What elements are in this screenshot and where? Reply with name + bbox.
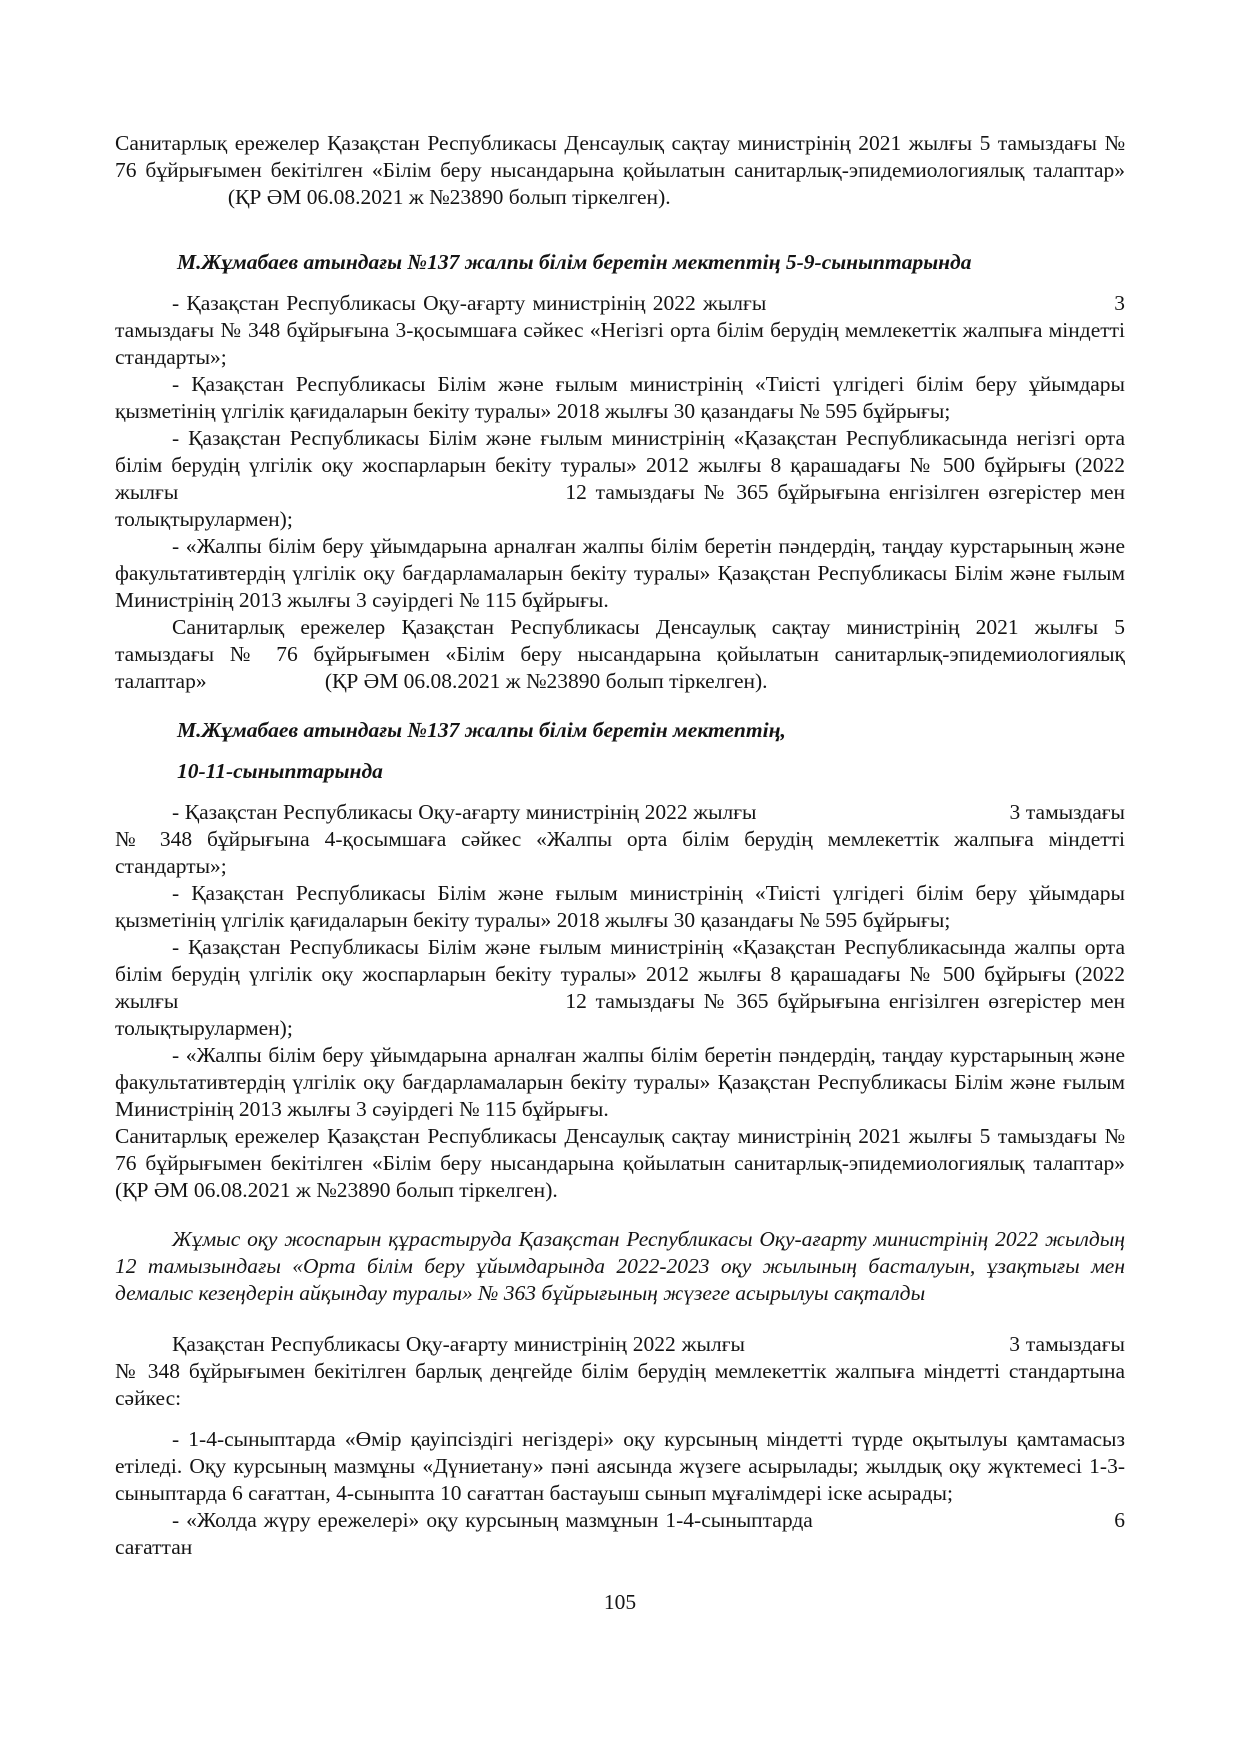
sanitary-rules-paragraph-5-9: Санитарлық ережелер Қазақстан Республикасы Денсаулық сақтау министрінің 2021 жылғы 5 тамыздағы № 76 бұйрығымен «Білім беру нысандарына қойылатын санитарлық-эпидемиологиялық талаптар» (ҚР ӘМ 06.08.2021 ж №23890 болып тіркелген). — [115, 615, 1125, 693]
regulation-item-10-11-1: - Қазақстан Республикасы Оқу-ағарту министрінің 2022 жылғы 3 тамыздағы № 348 бұйрығына 4-қосымшаға сәйкес «Жалпы орта білім берудің мемлекеттік жалпыға міндетті стандарты»; — [115, 800, 1125, 878]
page-number: 105 — [603, 1590, 637, 1614]
sanitary-rules-paragraph-10-11: Санитарлық ережелер Қазақстан Республикасы Денсаулық сақтау министрінің 2021 жылғы 5 тамыздағы № 76 бұйрығымен бекітілген «Білім беру нысандарына қойылатын санитарлық-эпидемиологиялық талаптар» (ҚР ӘМ 06.08.2021 ж №23890 болып тіркелген). — [115, 1124, 1125, 1202]
section-10-11-heading-line1: М.Жұмабаев атындағы №137 жалпы білім беретін мектептің, — [177, 718, 786, 742]
regulation-item-5-9-4: - «Жалпы білім беру ұйымдарына арналған жалпы білім беретін пәндердің, таңдау курстарының және факультативтердің үлгілік оқу бағдарламаларын бекіту туралы» Қазақстан Республикасы Білім және ғылым Министрінің 2013 жылғы 3 сәуірдегі № 115 бұйрығы. — [115, 534, 1125, 612]
work-plan-note: Жұмыс оқу жоспарын құрастыруда Қазақстан Республикасы Оқу-ағарту министрінің 2022 жылдың 12 тамызындағы «Орта білім беру ұйымдарында 2022-2023 оқу жылының басталуын, ұзақтығы мен демалыс кезеңдерін айқындау туралы» № 363 бұйрығының жүзеге асырылуы сақталды — [115, 1227, 1125, 1305]
regulation-item-10-11-3: - Қазақстан Республикасы Білім және ғылым министрінің «Қазақстан Республикасында жалпы орта білім берудің үлгілік оқу жоспарларын бекіту туралы» 2012 жылғы 8 қарашадағы № 500 бұйрығы (2022 жылғы 12 тамыздағы № 365 бұйрығына енгізілген өзгерістер мен толықтырулармен); — [115, 935, 1125, 1040]
course-item-1: - 1-4-сыныптарда «Өмір қауіпсіздігі негіздері» оқу курсының міндетті түрде оқытылуы қамтамасыз етіледі. Оқу курсының мазмұны «Дүниетану» пәні аясында жүзеге асырылады; жылдық оқу жүктемесі 1-3-сыныптарда 6 сағаттан, 4-сыныпта 10 сағаттан бастауыш сынып мұғалімдері іске асырады; — [115, 1427, 1125, 1505]
regulation-item-10-11-4: - «Жалпы білім беру ұйымдарына арналған жалпы білім беретін пәндердің, таңдау курстарының және факультативтердің үлгілік оқу бағдарламаларын бекіту туралы» Қазақстан Республикасы Білім және ғылым Министрінің 2013 жылғы 3 сәуірдегі № 115 бұйрығы. — [115, 1043, 1125, 1121]
regulation-item-5-9-3: - Қазақстан Республикасы Білім және ғылым министрінің «Қазақстан Республикасында негізгі орта білім берудің үлгілік оқу жоспарларын бекіту туралы» 2012 жылғы 8 қарашадағы № 500 бұйрығы (2022 жылғы 12 тамыздағы № 365 бұйрығына енгізілген өзгерістер мен толықтырулармен); — [115, 426, 1125, 531]
section-5-9-heading: М.Жұмабаев атындағы №137 жалпы білім беретін мектептің 5-9-сыныптарында — [177, 250, 972, 274]
section-10-11-heading-line2: 10-11-сыныптарында — [177, 759, 383, 783]
regulation-item-5-9-2: - Қазақстан Республикасы Білім және ғылым министрінің «Тиісті үлгідегі білім беру ұйымдары қызметінің үлгілік қағидаларын бекіту туралы» 2018 жылғы 30 қазандағы № 595 бұйрығы; — [115, 372, 1125, 423]
regulation-item-10-11-2: - Қазақстан Республикасы Білім және ғылым министрінің «Тиісті үлгідегі білім беру ұйымдары қызметінің үлгілік қағидаларын бекіту туралы» 2018 жылғы 30 қазандағы № 595 бұйрығы; — [115, 881, 1125, 932]
regulation-item-5-9-1: - Қазақстан Республикасы Оқу-ағарту министрінің 2022 жылғы 3 тамыздағы № 348 бұйрығына 3-қосымшаға сәйкес «Негізгі орта білім берудің мемлекеттік жалпыға міндетті стандарты»; — [115, 291, 1125, 369]
course-item-2: - «Жолда жүру ережелері» оқу курсының мазмұнын 1-4-сыныптарда 6 сағаттан — [115, 1508, 1125, 1559]
state-standard-paragraph: Қазақстан Республикасы Оқу-ағарту министрінің 2022 жылғы 3 тамыздағы № 348 бұйрығымен бекітілген барлық деңгейде білім берудің мемлекеттік жалпыға міндетті стандартына сәйкес: — [115, 1332, 1125, 1410]
intro-paragraph: Санитарлық ережелер Қазақстан Республикасы Денсаулық сақтау министрінің 2021 жылғы 5 тамыздағы № 76 бұйрығымен бекітілген «Білім беру нысандарына қойылатын санитарлық-эпидемиологиялық талаптар» (ҚР ӘМ 06.08.2021 ж №23890 болып тіркелген). — [115, 131, 1125, 209]
